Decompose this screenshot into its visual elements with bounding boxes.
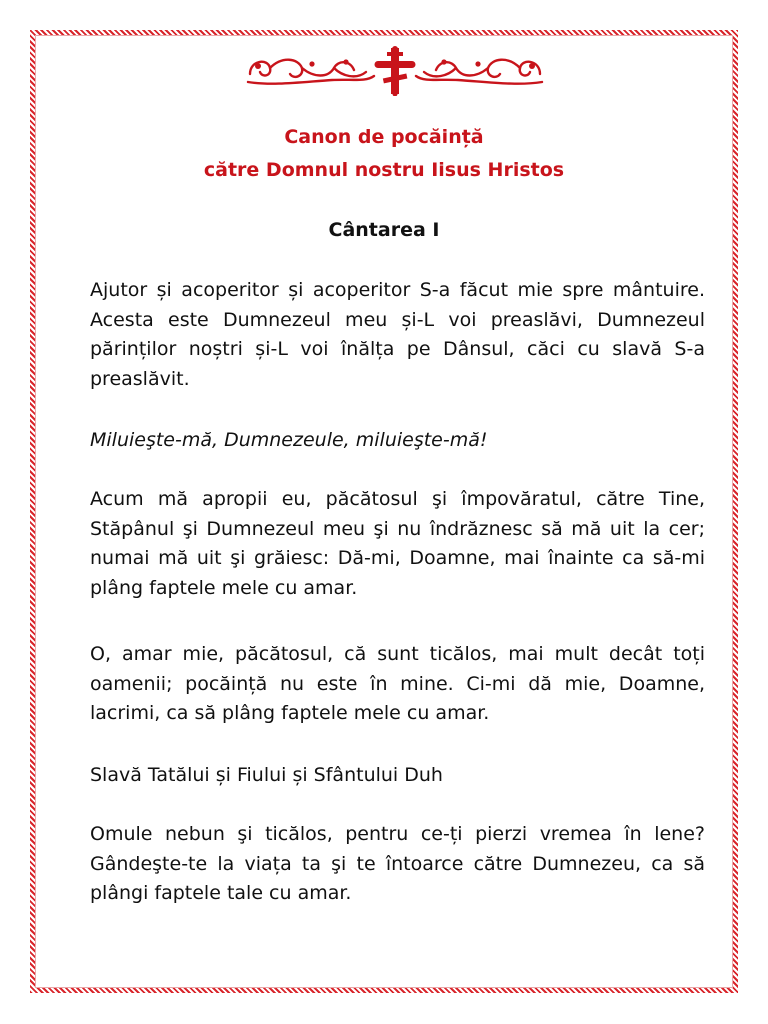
paragraph-2: Acum mă apropii eu, păcătosul şi împovăratul, către Tine, Stăpânul şi Dumnezeul meu şi nu îndrăznesc să mă uit la cer; numai mă uit şi grăiesc: Dă-mi, Doamne, mai înainte ca să-mi plâng faptele mele cu amar. [90, 488, 705, 599]
doxology-paragraph: Slavă Tatălui și Fiului și Sfântului Duh [90, 764, 443, 786]
page-title-line-2: către Domnul nostru Iisus Hristos [203, 159, 565, 181]
paragraph-1: Ajutor și acoperitor și acoperitor S-a făcut mie spre mântuire. Acesta este Dumnezeul meu și-L voi preaslăvi, Dumnezeul părinților noștri și-L voi înălța pe Dânsul, căci cu slavă S-a preaslăvit. [90, 279, 705, 390]
paragraph-3: O, amar mie, păcătosul, că sunt ticălos, mai mult decât toți oamenii; pocăință nu este în mine. Ci-mi dă mie, Doamne, lacrimi, ca să plâng faptele mele cu amar. [90, 643, 705, 724]
section-heading: Cântarea I [328, 219, 440, 241]
page-title-line-1: Canon de pocăință [284, 126, 484, 148]
cross-ornament-icon [242, 46, 548, 96]
paragraph-4: Omule nebun şi ticălos, pentru ce-ți pierzi vremea în lene? Gândeşte-te la viața ta şi te întoarce către Dumnezeu, ca să plângi faptele tale cu amar. [90, 823, 705, 904]
refrain-paragraph: Miluieşte-mă, Dumnezeule, miluieşte-mă! [90, 429, 488, 451]
